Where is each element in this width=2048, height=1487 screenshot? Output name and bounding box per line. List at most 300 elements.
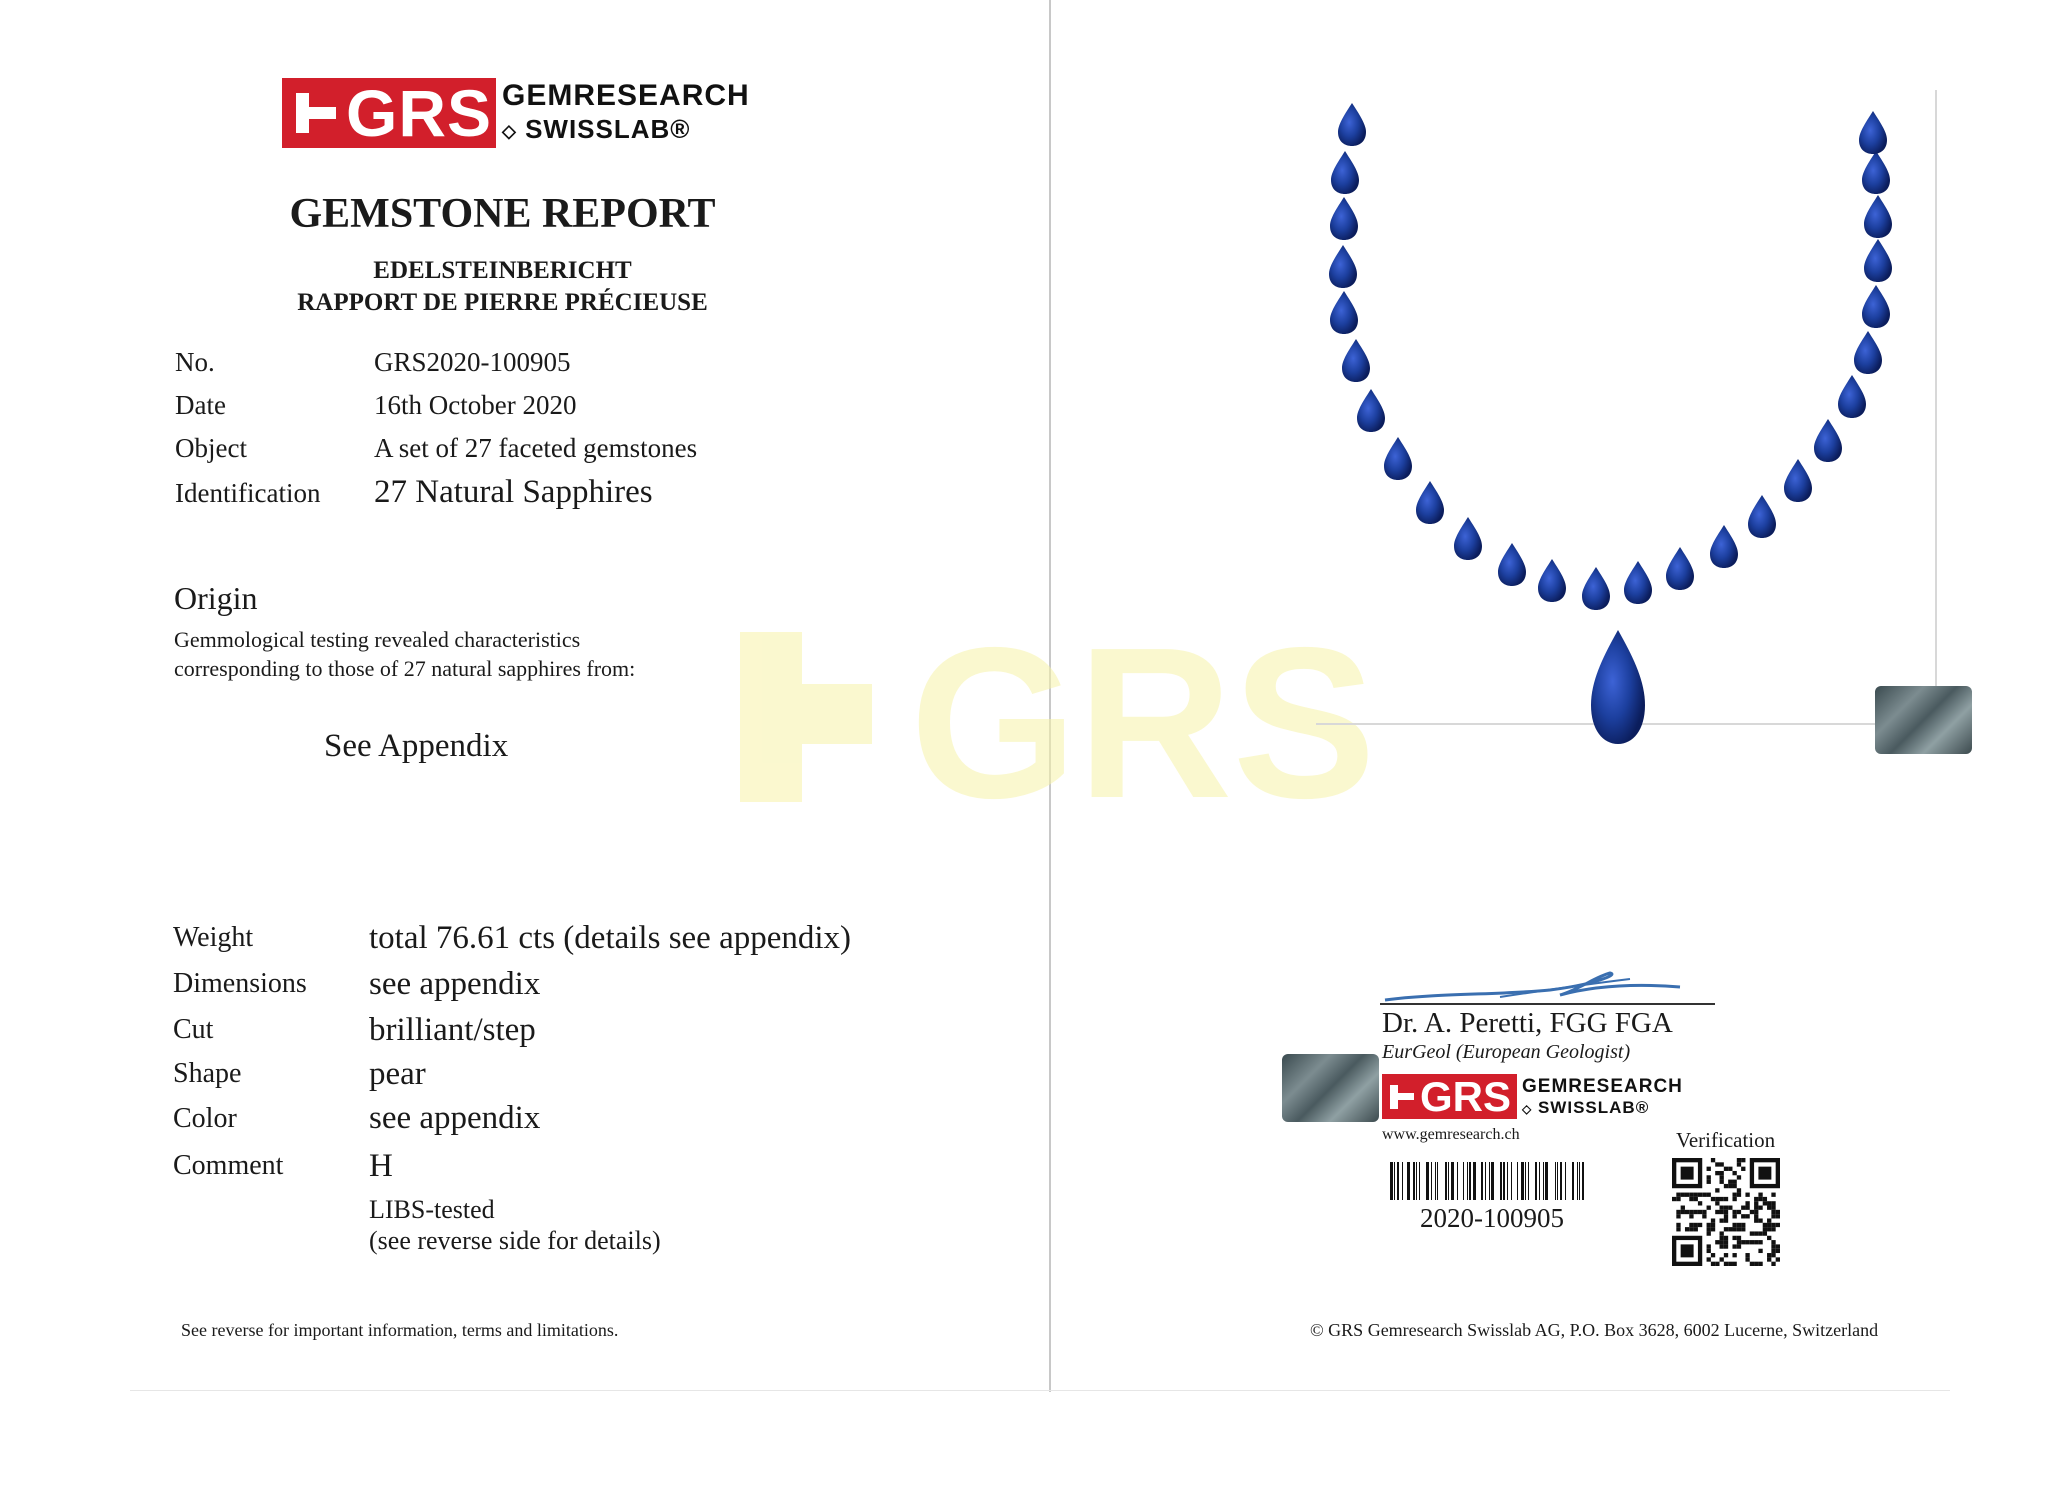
origin-heading: Origin [174, 580, 258, 616]
sapphire-stone [1854, 331, 1882, 374]
barcode-bar [1463, 1162, 1464, 1200]
qr-module [1754, 1201, 1758, 1205]
qr-module [1754, 1214, 1758, 1218]
qr-module [1732, 1210, 1736, 1214]
qr-module [1694, 1227, 1698, 1231]
qr-module [1745, 1257, 1749, 1261]
barcode [1390, 1162, 1610, 1200]
qr-module [1745, 1214, 1749, 1218]
sapphire-stone [1814, 419, 1842, 462]
qr-module [1767, 1201, 1771, 1205]
barcode-bar [1390, 1162, 1393, 1200]
sapphire-stone [1338, 103, 1366, 146]
barcode-bar [1416, 1162, 1417, 1200]
barcode-bar [1539, 1162, 1540, 1200]
qr-module [1732, 1227, 1736, 1231]
qr-finder-center [1681, 1167, 1694, 1180]
sapphire-stone [1859, 111, 1887, 154]
qr-module [1676, 1197, 1680, 1201]
barcode-bar [1457, 1162, 1458, 1200]
barcode-bar [1407, 1162, 1410, 1200]
qr-module [1676, 1223, 1680, 1227]
sapphire-stone [1330, 197, 1358, 240]
grs-watermark-logo [740, 602, 1376, 843]
barcode-bar [1532, 1162, 1534, 1200]
barcode-bar [1577, 1162, 1578, 1200]
qr-module [1720, 1240, 1724, 1244]
qr-module [1750, 1240, 1754, 1244]
qr-module [1737, 1240, 1741, 1244]
barcode-bar [1426, 1162, 1429, 1200]
qr-module [1741, 1223, 1745, 1227]
barcode-bar [1431, 1162, 1432, 1200]
qr-module [1694, 1223, 1698, 1227]
qr-module [1741, 1214, 1745, 1218]
detail-label-comment: Comment [173, 1150, 284, 1181]
qr-module [1685, 1193, 1689, 1197]
logo-line-gemresearch-small: GEMRESEARCH [1522, 1076, 1683, 1097]
qr-module [1707, 1180, 1711, 1184]
qr-module [1776, 1244, 1780, 1248]
qr-finder-center [1681, 1244, 1694, 1257]
qr-module [1771, 1210, 1775, 1214]
qr-module [1767, 1236, 1771, 1240]
qr-module [1758, 1231, 1762, 1235]
qr-module [1707, 1249, 1711, 1253]
qr-module [1750, 1231, 1754, 1235]
qr-module [1707, 1193, 1711, 1197]
sapphire-necklace-illustration [1300, 80, 2000, 780]
qr-module [1720, 1162, 1724, 1166]
qr-module [1737, 1210, 1741, 1214]
qr-module [1732, 1253, 1736, 1257]
qr-finder-center [1758, 1167, 1771, 1180]
qr-module [1745, 1201, 1749, 1205]
qr-module [1694, 1197, 1698, 1201]
qr-module [1728, 1262, 1732, 1266]
barcode-bar [1513, 1162, 1515, 1200]
qr-module [1732, 1171, 1736, 1175]
sapphire-stone [1864, 239, 1892, 282]
field-label-object: Object [175, 433, 247, 463]
detail-comment-libs: LIBS-tested [369, 1195, 495, 1224]
qr-module [1724, 1206, 1728, 1210]
swiss-cross-icon-small [1390, 1085, 1414, 1109]
qr-module [1763, 1201, 1767, 1205]
swiss-cross-icon [296, 93, 336, 133]
signatory-name: Dr. A. Peretti, FGG FGA [1382, 1007, 1673, 1039]
qr-module [1776, 1249, 1780, 1253]
barcode-bar [1535, 1162, 1537, 1200]
grs-brand-text: GRS [346, 76, 493, 150]
barcode-bar [1440, 1162, 1442, 1200]
sapphire-stone [1864, 195, 1892, 238]
barcode-bar [1448, 1162, 1449, 1200]
logo-line-swisslab [502, 116, 690, 142]
barcode-bar [1500, 1162, 1502, 1200]
sapphire-stone [1454, 517, 1482, 560]
qr-module [1672, 1197, 1676, 1201]
barcode-number: 2020-100905 [1420, 1203, 1564, 1233]
barcode-bar [1528, 1162, 1529, 1200]
qr-module [1758, 1249, 1762, 1253]
barcode-bar [1473, 1162, 1476, 1200]
qr-module [1737, 1188, 1741, 1192]
field-value-date: 16th October 2020 [374, 390, 577, 420]
origin-text-line2: corresponding to those of 27 natural sapphires from: [174, 656, 636, 681]
sapphire-stone [1416, 481, 1444, 524]
sapphire-stone [1330, 291, 1358, 334]
qr-module [1715, 1188, 1719, 1192]
hologram-seal-top [1875, 686, 1972, 754]
qr-module [1758, 1240, 1762, 1244]
field-value-no: GRS2020-100905 [374, 347, 571, 377]
qr-module [1745, 1206, 1749, 1210]
qr-module [1689, 1210, 1693, 1214]
qr-module [1767, 1253, 1771, 1257]
svg-text:GRS: GRS [910, 602, 1376, 843]
barcode-bar [1521, 1162, 1524, 1200]
qr-module [1776, 1210, 1780, 1214]
qr-module [1715, 1197, 1719, 1201]
sapphire-stone [1331, 151, 1359, 194]
qr-module [1732, 1262, 1736, 1266]
qr-module [1732, 1180, 1736, 1184]
sapphire-stone [1710, 525, 1738, 568]
qr-module [1758, 1193, 1762, 1197]
qr-module [1685, 1227, 1689, 1231]
qr-module [1732, 1244, 1736, 1248]
qr-module [1728, 1180, 1732, 1184]
qr-module [1728, 1206, 1732, 1210]
grs-brand-text-small: GRS [1420, 1072, 1512, 1120]
qr-module [1681, 1193, 1685, 1197]
qr-module [1776, 1223, 1780, 1227]
sapphire-stones [1329, 103, 1892, 744]
qr-module [1754, 1231, 1758, 1235]
barcode-bar [1543, 1162, 1544, 1200]
origin-value: See Appendix [324, 728, 509, 764]
qr-module [1720, 1244, 1724, 1248]
barcode-bar [1503, 1162, 1505, 1200]
bottom-rule [130, 1390, 1950, 1391]
field-value-object: A set of 27 faceted gemstones [374, 433, 698, 463]
qr-module [1771, 1193, 1775, 1197]
barcode-bar [1419, 1162, 1420, 1200]
barcode-bar [1557, 1162, 1558, 1200]
qr-module [1767, 1206, 1771, 1210]
qr-module [1763, 1197, 1767, 1201]
barcode-bar [1489, 1162, 1490, 1200]
qr-module [1724, 1184, 1728, 1188]
qr-module [1698, 1210, 1702, 1214]
logo-line-swisslab-small [1522, 1099, 1649, 1116]
qr-module [1758, 1206, 1762, 1210]
barcode-bar [1496, 1162, 1497, 1200]
qr-module [1711, 1227, 1715, 1231]
qr-module [1720, 1180, 1724, 1184]
qr-module [1741, 1158, 1745, 1162]
qr-module [1732, 1223, 1736, 1227]
barcode-bar [1459, 1162, 1461, 1200]
qr-module [1771, 1206, 1775, 1210]
sapphire-stone [1384, 437, 1412, 480]
qr-module [1707, 1175, 1711, 1179]
qr-module [1754, 1240, 1758, 1244]
qr-module [1689, 1197, 1693, 1201]
qr-module [1737, 1227, 1741, 1231]
qr-module [1711, 1253, 1715, 1257]
detail-value-dimensions: see appendix [369, 966, 541, 1002]
qr-module [1767, 1257, 1771, 1261]
footer-left-note: See reverse for important information, terms and limitations. [181, 1320, 619, 1340]
field-value-identification: 27 Natural Sapphires [374, 474, 653, 510]
qr-module [1750, 1210, 1754, 1214]
barcode-bar [1579, 1162, 1580, 1200]
grs-logo-badge [282, 78, 496, 148]
grs-logo-badge-small [1382, 1074, 1517, 1119]
qr-module [1741, 1206, 1745, 1210]
qr-module [1702, 1214, 1706, 1218]
qr-module [1720, 1171, 1724, 1175]
qr-module [1676, 1210, 1680, 1214]
barcode-bar [1394, 1162, 1395, 1200]
qr-module [1702, 1193, 1706, 1197]
qr-module [1741, 1167, 1745, 1171]
barcode-bar [1445, 1162, 1447, 1200]
qr-module [1715, 1171, 1719, 1175]
barcode-bar [1467, 1162, 1468, 1200]
qr-module [1754, 1197, 1758, 1201]
qr-module [1771, 1244, 1775, 1248]
qr-module [1724, 1253, 1728, 1257]
sapphire-stone [1748, 495, 1776, 538]
sapphire-stone [1582, 567, 1610, 610]
logo-swisslab-text: SWISSLAB® [525, 114, 691, 144]
diamond-icon: ◇ [502, 121, 517, 142]
qr-module [1732, 1197, 1736, 1201]
qr-module [1724, 1214, 1728, 1218]
qr-module [1758, 1218, 1762, 1222]
qr-module [1745, 1253, 1749, 1257]
qr-module [1737, 1162, 1741, 1166]
qr-module [1724, 1227, 1728, 1231]
qr-module [1728, 1184, 1732, 1188]
barcode-bar [1572, 1162, 1574, 1200]
barcode-bar [1511, 1162, 1512, 1200]
detail-value-weight: total 76.61 cts (details see appendix) [369, 920, 852, 956]
qr-module [1724, 1167, 1728, 1171]
qr-module [1754, 1262, 1758, 1266]
sapphire-stone [1357, 389, 1385, 432]
barcode-bar [1491, 1162, 1494, 1200]
qr-module [1737, 1236, 1741, 1240]
qr-module [1720, 1218, 1724, 1222]
qr-module [1758, 1262, 1762, 1266]
logo-line-gemresearch: GEMRESEARCH [502, 79, 750, 112]
barcode-bar [1435, 1162, 1436, 1200]
barcode-bar [1413, 1162, 1415, 1200]
qr-module [1750, 1262, 1754, 1266]
qr-module [1754, 1218, 1758, 1222]
barcode-bar [1469, 1162, 1471, 1200]
qr-module [1754, 1210, 1758, 1214]
sapphire-stone [1342, 339, 1370, 382]
barcode-bar [1397, 1162, 1399, 1200]
sapphire-stone [1862, 285, 1890, 328]
qr-module [1676, 1227, 1680, 1231]
qr-module [1741, 1227, 1745, 1231]
qr-module [1711, 1262, 1715, 1266]
qr-module [1728, 1167, 1732, 1171]
qr-module [1711, 1197, 1715, 1201]
qr-module [1694, 1210, 1698, 1214]
qr-module [1698, 1223, 1702, 1227]
qr-module [1720, 1175, 1724, 1179]
qr-module [1715, 1240, 1719, 1244]
detail-value-comment: H [369, 1148, 393, 1184]
qr-module [1771, 1262, 1775, 1266]
barcode-bar [1402, 1162, 1403, 1200]
qr-module [1771, 1223, 1775, 1227]
qr-module [1720, 1231, 1724, 1235]
qr-module [1689, 1227, 1693, 1231]
qr-module [1707, 1231, 1711, 1235]
qr-module [1715, 1262, 1719, 1266]
qr-module [1720, 1206, 1724, 1210]
sapphire-stone [1784, 459, 1812, 502]
barcode-bar [1545, 1162, 1548, 1200]
verification-qr-code[interactable] [1672, 1158, 1780, 1266]
qr-module [1724, 1218, 1728, 1222]
qr-module [1776, 1214, 1780, 1218]
qr-module [1763, 1227, 1767, 1231]
qr-module [1732, 1184, 1736, 1188]
diamond-icon-small: ◇ [1522, 1102, 1533, 1116]
qr-module [1720, 1236, 1724, 1240]
qr-module [1771, 1249, 1775, 1253]
qr-module [1767, 1218, 1771, 1222]
qr-module [1711, 1158, 1715, 1162]
qr-module [1711, 1218, 1715, 1222]
qr-module [1694, 1193, 1698, 1197]
field-label-identification: Identification [175, 478, 321, 508]
sapphire-stone [1329, 245, 1357, 288]
sapphire-stone [1862, 151, 1890, 194]
barcode-bar [1423, 1162, 1425, 1200]
qr-module [1737, 1158, 1741, 1162]
qr-module [1771, 1253, 1775, 1257]
qr-module [1715, 1162, 1719, 1166]
qr-module [1681, 1206, 1685, 1210]
report-title: GEMSTONE REPORT [289, 191, 716, 237]
qr-module [1698, 1201, 1702, 1205]
qr-module [1715, 1210, 1719, 1214]
qr-module [1776, 1257, 1780, 1261]
qr-module [1754, 1206, 1758, 1210]
qr-module [1707, 1167, 1711, 1171]
qr-module [1763, 1231, 1767, 1235]
qr-module [1771, 1240, 1775, 1244]
barcode-bar [1451, 1162, 1454, 1200]
qr-module [1711, 1223, 1715, 1227]
barcode-bar [1525, 1162, 1526, 1200]
sapphire-pendant-stone [1591, 630, 1645, 744]
qr-module [1745, 1240, 1749, 1244]
footer-right-copyright: © GRS Gemresearch Swisslab AG, P.O. Box 3628, 6002 Lucerne, Switzerland [1310, 1320, 1879, 1340]
qr-module [1707, 1223, 1711, 1227]
barcode-bar [1507, 1162, 1508, 1200]
qr-module [1724, 1240, 1728, 1244]
qr-module [1689, 1193, 1693, 1197]
barcode-bar [1485, 1162, 1486, 1200]
barcode-bar [1582, 1162, 1584, 1200]
qr-module [1720, 1210, 1724, 1214]
barcode-bar [1567, 1162, 1570, 1200]
qr-module [1715, 1201, 1719, 1205]
qr-module [1741, 1240, 1745, 1244]
qr-module [1689, 1214, 1693, 1218]
sapphire-stone [1624, 561, 1652, 604]
qr-module [1724, 1197, 1728, 1201]
qr-module [1707, 1206, 1711, 1210]
hologram-seal-bottom [1282, 1054, 1379, 1122]
qr-module [1732, 1193, 1736, 1197]
website-text: www.gemresearch.ch [1382, 1126, 1520, 1143]
barcode-bar [1555, 1162, 1556, 1200]
report-subtitle-de: EDELSTEINBERICHT [373, 257, 632, 284]
detail-label-cut: Cut [173, 1014, 214, 1045]
detail-label-color: Color [173, 1103, 237, 1134]
field-label-date: Date [175, 390, 226, 420]
qr-module [1681, 1210, 1685, 1214]
signature-line [1380, 1003, 1715, 1005]
qr-module [1767, 1227, 1771, 1231]
barcode-bar [1479, 1162, 1480, 1200]
logo-swisslab-text-small: SWISSLAB® [1537, 1098, 1650, 1117]
qr-module [1724, 1262, 1728, 1266]
barcode-bar [1481, 1162, 1483, 1200]
qr-module [1737, 1175, 1741, 1179]
detail-label-shape: Shape [173, 1058, 242, 1089]
sapphire-stone [1666, 547, 1694, 590]
barcode-bar [1550, 1162, 1552, 1200]
qr-module [1771, 1201, 1775, 1205]
detail-label-dimensions: Dimensions [173, 968, 307, 999]
qr-module [1707, 1244, 1711, 1248]
qr-module [1737, 1193, 1741, 1197]
barcode-bar [1404, 1162, 1405, 1200]
qr-module [1685, 1210, 1689, 1214]
report-subtitle-fr: RAPPORT DE PIERRE PRÉCIEUSE [297, 289, 708, 316]
qr-module [1689, 1223, 1693, 1227]
qr-module [1707, 1227, 1711, 1231]
barcode-bar [1565, 1162, 1566, 1200]
qr-module [1737, 1244, 1741, 1248]
qr-module [1720, 1197, 1724, 1201]
qr-module [1763, 1223, 1767, 1227]
detail-label-weight: Weight [173, 922, 254, 953]
field-label-no: No. [175, 347, 215, 377]
origin-text-line1: Gemmological testing revealed characteristics [174, 627, 581, 652]
qr-module [1732, 1214, 1736, 1218]
barcode-bar [1517, 1162, 1518, 1200]
detail-comment-reverse: (see reverse side for details) [369, 1226, 661, 1255]
qr-module [1728, 1227, 1732, 1231]
detail-value-cut: brilliant/step [369, 1012, 536, 1048]
sapphire-stone [1498, 543, 1526, 586]
sapphire-stone [1538, 559, 1566, 602]
